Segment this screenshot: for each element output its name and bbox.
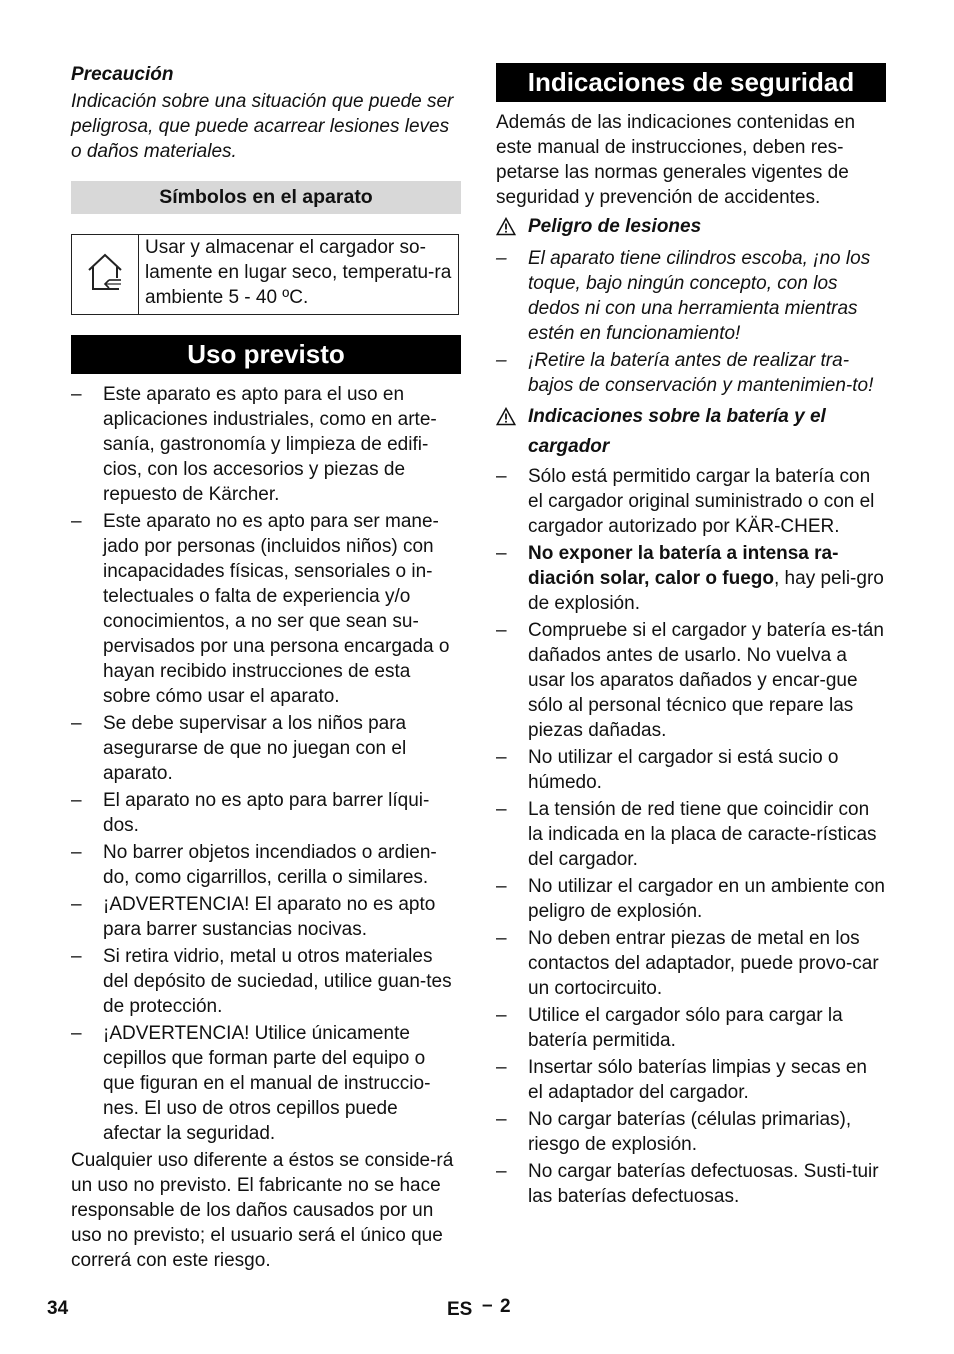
footer-dash: –: [482, 1295, 493, 1316]
list-item: – El aparato tiene cilindros escoba, ¡no los toque, bajo ningún concepto, con los dedos ni con una herramienta mientras estén en funcionamiento!: [496, 248, 871, 344]
list-item: – ¡ADVERTENCIA! Utilice únicamente cepillos que forman parte del equipo o que figuran en el manual de instruccio-nes. El uso de otros cepillos puede afectar la seguridad.: [71, 1023, 431, 1144]
list-item: – No cargar baterías (células primarias), riesgo de explosión.: [496, 1109, 852, 1155]
list-item: – ¡ADVERTENCIA! El aparato no es apto para barrer sustancias nocivas.: [71, 894, 436, 940]
bold-warning-text: No exponer la batería a intensa ra-diación solar, calor o fuego: [528, 543, 839, 589]
symbol-table: [71, 234, 459, 315]
left-column: [71, 62, 461, 1273]
list-item: – Sólo está permitido cargar la batería con el cargador original suministrado o con el cargador autorizado por KÄR-CHER.: [496, 466, 875, 537]
list-item: – Se debe supervisar a los niños para asegurarse de que no juegan con el aparato.: [71, 713, 407, 784]
symbol-text: Usar y almacenar el cargador so-lamente en lugar seco, temperatu-ra ambiente 5 - 40 ºC.: [145, 237, 452, 308]
list-item: – No barrer objetos incendiados o ardien-do, como cigarrillos, cerilla o similares.: [71, 842, 437, 888]
footer-subpage: 2: [500, 1296, 511, 1317]
uso-closing-text: Cualquier uso diferente a éstos se conside-rá un uso no previsto. El fabricante no se hace responsable de los daños causados por un uso no previsto; el usuario será el único que correrá con este riesgo.: [71, 1150, 454, 1271]
injury-list: [496, 246, 886, 398]
battery-list: [496, 464, 886, 1209]
list-item: – No utilizar el cargador en un ambiente con peligro de explosión.: [496, 876, 885, 922]
house-icon: [85, 250, 125, 299]
warning-triangle-icon: [496, 212, 528, 246]
symbols-heading: Símbolos en el aparato: [71, 181, 461, 214]
right-column: [496, 63, 886, 1211]
list-item: – La tensión de red tiene que coincidir con la indicada en la placa de caracte-rísticas del cargador.: [496, 799, 877, 870]
list-item: – Si retira vidrio, metal u otros materiales del depósito de suciedad, utilice guan-tes de protección.: [71, 946, 452, 1017]
battery-title: Indicaciones sobre la batería y el cargador: [528, 406, 826, 457]
page-number: 34: [47, 1298, 69, 1319]
list-item: – Insertar sólo baterías limpias y secas en el adaptador del cargador.: [496, 1057, 867, 1103]
footer-lang: ES: [447, 1299, 473, 1320]
list-item: – No cargar baterías defectuosas. Susti-tuir las baterías defectuosas.: [496, 1161, 879, 1207]
uso-previsto-list: [71, 382, 461, 1146]
list-item: – No deben entrar piezas de metal en los contactos del adaptador, puede provo-car un cortocircuito.: [496, 928, 879, 999]
list-item: – Utilice el cargador sólo para cargar la batería permitida.: [496, 1005, 843, 1051]
list-item: – El aparato no es apto para barrer líqui-dos.: [71, 790, 430, 836]
list-item: – Este aparato no es apto para ser mane-jado por personas (incluidos niños) con incapacidades físicas, sensoriales o in-telectuales o falta de experiencia y/o conocimientos, a no ser que sean su-pervisados por una persona encargada o hayan recibido instrucciones de esta sobre cómo usar el aparato.: [71, 511, 450, 707]
list-item: – No exponer la batería a intensa ra-diación solar, calor o fuego, hay peli-gro de explosión.: [496, 543, 884, 614]
caution-title: Precaución: [71, 64, 174, 85]
list-item: – ¡Retire la batería antes de realizar tra-bajos de conservación y mantenimien-to!: [496, 350, 874, 396]
list-item: – Este aparato es apto para el uso en aplicaciones industriales, como en arte-sanía, gastronomía y limpieza de edifi-cios, con los accesorios y piezas de repuesto de Kärcher.: [71, 384, 437, 505]
safety-intro: Además de las indicaciones contenidas en este manual de instrucciones, deben res-petarse las normas generales vigentes de seguridad y prevención de accidentes.: [496, 112, 856, 208]
caution-text: Indicación sobre una situación que puede ser peligrosa, que puede acarrear lesiones leves o daños materiales.: [71, 91, 454, 162]
battery-warning-heading: [496, 402, 886, 462]
symbol-cell: [72, 235, 139, 314]
injury-title: Peligro de lesiones: [528, 216, 702, 237]
warning-triangle-icon: [496, 402, 528, 462]
list-item: – No utilizar el cargador si está sucio o húmedo.: [496, 747, 839, 793]
uso-previsto-heading: Uso previsto: [71, 335, 461, 374]
safety-heading: Indicaciones de seguridad: [496, 63, 886, 102]
list-item: – Compruebe si el cargador y batería es-tán dañados antes de usarlo. No vuelva a usar los aparatos dañados y encar-gue sólo al personal técnico que repare las piezas dañadas.: [496, 620, 884, 741]
injury-warning-heading: [496, 212, 886, 246]
